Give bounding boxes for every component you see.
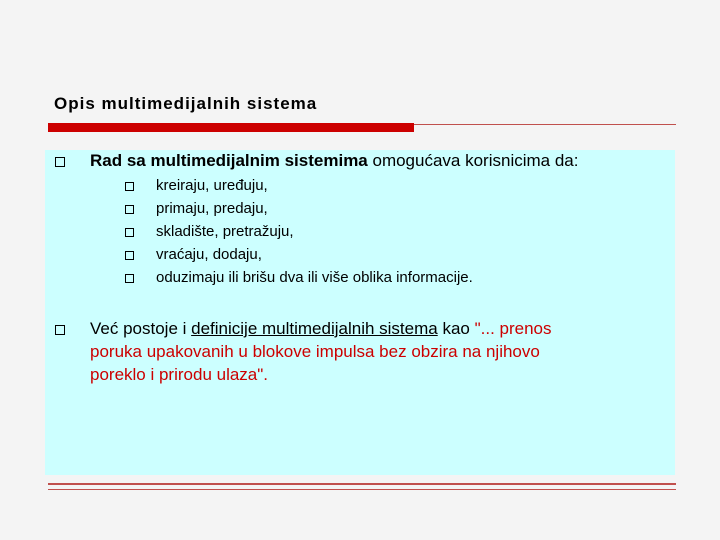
footer-rule-thin — [48, 489, 676, 490]
definition-link[interactable]: definicije multimedijalnih sistema — [191, 319, 438, 338]
quote-line-3: poreklo i prirodu ulaza". — [90, 365, 269, 384]
quote-line-2: poruka upakovanih u blokove impulsa bez obzira na njihovo — [90, 342, 540, 361]
bullet-item-1-bold: Rad sa multimedijalnim sistemima — [90, 151, 368, 170]
bullet-item-1-rest: omogućava korisnicima da: — [367, 151, 579, 170]
sub-item-3: skladište, pretražuju, — [156, 223, 294, 240]
sub-item-4: vraćaju, dodaju, — [156, 246, 262, 263]
bullet-item-2-prefix: Već postoje i — [90, 319, 192, 338]
sub-bullet-square-icon — [125, 228, 134, 237]
sub-bullet-square-icon — [125, 182, 134, 191]
bullet-square-icon — [55, 325, 65, 335]
sub-bullet-square-icon — [125, 251, 134, 260]
footer-rule-thick — [48, 483, 676, 485]
sub-bullet-square-icon — [125, 205, 134, 214]
sub-item-2: primaju, predaju, — [156, 200, 268, 217]
sub-bullet-square-icon — [125, 274, 134, 283]
quote-line-1: "... prenos — [474, 319, 552, 338]
sub-item-5: oduzimaju ili brišu dva ili više oblika informacije. — [156, 269, 473, 286]
slide-title: Opis multimedijalnih sistema — [54, 94, 318, 113]
content-box — [45, 150, 675, 475]
bullet-square-icon — [55, 157, 65, 167]
sub-item-1: kreiraju, uređuju, — [156, 177, 268, 194]
title-underline-thick — [48, 123, 414, 132]
bullet-item-2-line-1 — [90, 318, 552, 340]
bullet-item-2-middle: kao — [437, 319, 475, 338]
bullet-item-1 — [90, 150, 578, 172]
